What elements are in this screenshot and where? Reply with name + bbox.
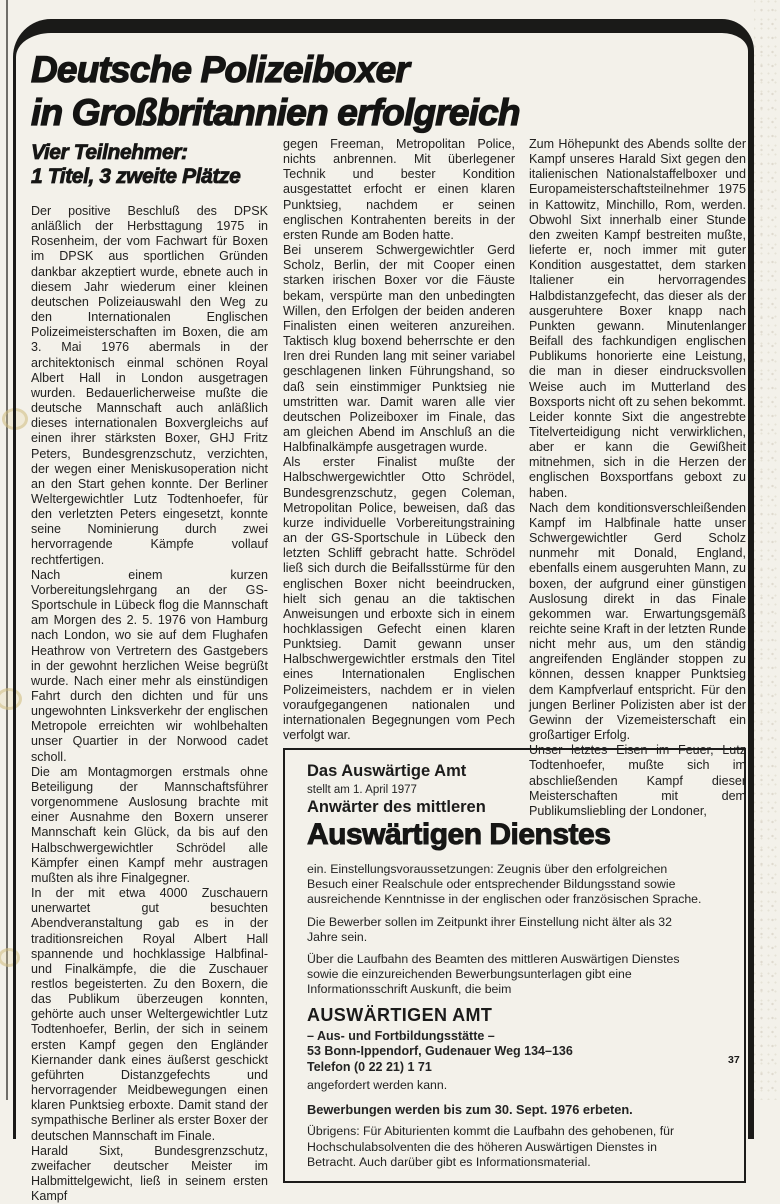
article-title-line1: Deutsche Polizeiboxer <box>31 49 409 90</box>
body-paragraph: In der mit etwa 4000 Zuschauern unerwartet gut besuchten Abendveranstaltung gab es in der traditionsreichen Royal Albert Hall spannende und hochklassige Halbfinal- und Finalkämpfe, die die Zuschauer restlos begeisterten. Zu den Boxern, die das Publikum überzeugen konnten, gehörte auch unser Weltergewichtler Lutz Todtenhoefer, Berlin, der sich in seinem ersten Kampf gegen den Engländer Kiernander dank eines äußerst geschickt geführten Distanzgefechts und hervorragender Meidbewegungen einen klaren Punktsieg erboxte. Damit stand der sympathische Berliner als erster Boxer der deutschen Mannschaft im Finale. <box>31 886 268 1143</box>
advert-office-name: AUSWÄRTIGEN AMT <box>307 1004 493 1025</box>
article-title-line2: in Großbritannien erfolgreich <box>31 92 520 133</box>
article-title <box>31 48 731 134</box>
body-paragraph: gegen Freeman, Metropolitan Police, nichts anbrennen. Mit überlegener Technik und bester Kondition ausgestattet erfocht er einen klaren Punktsieg, nachdem er seinen englischen Kontrahenten bereits in der ersten Runde am Boden hatte. <box>283 137 515 242</box>
body-paragraph: Der positive Beschluß des DPSK anläßlich der Herbsttagung 1975 in Rosenheim, der vom Fachwart für Boxen im DPSK aus sportlichen Gründen dankbar akzeptiert wurde, ebnete auch in diesem Jahr wiederum einer kleinen deutschen Polizeiauswahl den Weg zu den Internationalen Englischen Polizeimeisterschaften im Boxen, die am 3. Mai 1976 abermals in der architektonisch einmal schönen Royal Albert Hall in London ausgetragen wurden. Bedauerlicherweise mußte die deutsche Mannschaft auch anläßlich dieses internationalen Boxvergleichs auf einen ihrer stärksten Boxer, GHJ Fritz Peters, Bundesgrenzschutz, verzichten, der wegen einer Meniskusoperation nicht an den Start gehen konnte. Der Berliner Weltergewichtler Lutz Todtenhoefer, für den verletzten Peters eingesetzt, konnte seine Nominierung durch zwei hervorragende Kämpfe vollauf rechtfertigen. <box>31 204 268 567</box>
page-number: 37 <box>728 1054 740 1066</box>
article-subhead-line1: Vier Teilnehmer: <box>31 141 188 164</box>
article-subhead <box>31 141 281 189</box>
article-column-3 <box>529 137 746 819</box>
advert-subheader: Anwärter des mittleren <box>307 798 486 816</box>
advert-paragraph-3: Über die Laufbahn des Beamten des mittleren Auswärtigen Dienstes sowie die einzureichenden Bewerbungsunterlagen gibt eine Informationsschrift Auskunft, die beim <box>307 952 680 997</box>
body-paragraph: Die am Montagmorgen erstmals ohne Beteiligung der Mannschaftsführer vorgenommene Auslosung brachte mit einer Ausnahme den Boxern unserer Mannschaft kein Glück, da bis auf den Halbschwergewichtler Schrödel alle Kämpfer einen Kampf mehr austragen mußten als ihre Finalgegner. <box>31 764 268 885</box>
body-paragraph: Bei unserem Schwergewichtler Gerd Scholz, Berlin, der mit Cooper einen starken irischen Boxer vor die Fäuste bekam, verspürte man den unbedingten Willen, den Erfolgen der beiden anderen Finalisten einen weiteren anzureihen. Taktisch klug boxend beherrschte er den Iren drei Runden lang mit seiner variabel geschlagenen linken Führungshand, so daß sein einstimmiger Punktsieg nie umstritten war. Damit waren alle vier deutschen Polizeiboxer im Finale, das am gleichen Abend im Anschluß an die Halbfinalkämpfe ausgetragen wurde. <box>283 243 515 455</box>
advert-date-line: stellt am 1. April 1977 <box>307 784 417 796</box>
body-paragraph: Nach einem kurzen Vorbereitungslehrgang an der GS-Sportschule in Lübeck flog die Mannschaft am Morgen des 2. 5. 1976 von Hamburg nach London, wo sie auf dem Flughafen Heathrow von Vertretern des Gastgebers in der gewohnt herzlichen Weise begrüßt wurde. Nach einer mehr als einstündigen Fahrt durch den dichten und für uns ungewohnten Linksverkehr der englischen Metropole erreichten wir wohlbehalten unser Quartier in der Norwood cadet scholl. <box>31 567 268 764</box>
advert-office-line3: Telefon (0 22 21) 1 71 <box>307 1059 432 1074</box>
advert-office-line1: – Aus- und Fortbildungsstätte – <box>307 1028 495 1043</box>
paper-texture <box>754 0 780 1100</box>
advert-paragraph-2: Die Bewerber sollen im Zeitpunkt ihrer Einstellung nicht älter als 32 Jahre sein. <box>307 914 672 944</box>
article-subhead-line2: 1 Titel, 3 zweite Plätze <box>31 165 241 188</box>
advert-office-line2: 53 Bonn-Ippendorf, Gudenauer Weg 134–136 <box>307 1044 573 1059</box>
body-paragraph: Harald Sixt, Bundesgrenzschutz, zweifacher deutscher Meister im Halbmittelgewicht, ließ in seinem ersten Kampf <box>31 1143 268 1204</box>
article-column-1 <box>31 204 268 1204</box>
body-paragraph: Zum Höhepunkt des Abends sollte der Kampf unseres Harald Sixt gegen den italienischen Nationalstaffelboxer und Europameisterschaftsteilnehmer 1975 in Kattowitz, Minchillo, Rom, werden. Obwohl Sixt innerhalb einer Stunde den zweiten Kampf bestreiten mußte, lieferte er, noch immer mit guter Kondition ausgestattet, dem starken Italiener ein hervorragendes Halbdistanzgefecht, das dieser als der ausgeruhtere Boxer knapp nach Punkten gewann. Minutenlanger Beifall des fachkundigen englischen Publikums honorierte eine Leistung, die man in dieser eindrucksvollen Weise auch im Mutterland des Boxsports nicht oft zu sehen bekommt. Leider konnte Sixt die angestrebte Titelverteidigung nicht verwirklichen, aber er kann die Gewißheit mitnehmen, sich in die Herzen der englischen Boxsportfans geboxt zu haben. <box>529 137 746 500</box>
body-paragraph: Unser letztes Eisen im Feuer, Lutz Todtenhoefer, mußte sich im abschließenden Kampf dieser Meisterschaften mit dem Publikumsliebling der Londoner, <box>529 743 746 818</box>
page-edge-line <box>6 0 8 1100</box>
advert-footnote: Übrigens: Für Abiturienten kommt die Laufbahn des gehobenen, für Hochschulabsolventen die des höheren Auswärtigen Dienstes in Betracht. Auch darüber gibt es Informationsmaterial. <box>307 1124 675 1169</box>
advert-paragraph-4: angefordert werden kann. <box>307 1078 448 1093</box>
advert-headline: Auswärtigen Dienstes <box>307 818 611 851</box>
advert-paragraph-1: ein. Einstellungsvoraussetzungen: Zeugnis über den erfolgreichen Besuch einer Realschule oder entsprechender Bildungsstand sowie ausreichende Kenntnisse in der englischen oder französischen Sprache. <box>307 862 702 907</box>
advert-deadline: Bewerbungen werden bis zum 30. Sept. 1976 erbeten. <box>307 1102 633 1118</box>
body-paragraph: Als erster Finalist mußte der Halbschwergewichtler Otto Schrödel, Bundesgrenzschutz, gegen Coleman, Metropolitan Police, beweisen, daß das kurze individuelle Vorbereitungstraining an der GS-Sportschule in Lübeck den letzten Schliff gebracht hatte. Schrödel ließ sich durch die Beifallsstürme für den englischen Boxer nicht beeindrucken, hielt sich genau an die taktischen Anweisungen und erboxte sich in einem hochklassigen Gefecht einen klaren Punktsieg. Damit gewann unser Halbschwergewichtler erstmals den Titel eines Internationalen Englischen Polizeimeisters, nachdem er in vielen voraufgegangenen nationalen und internationalen Begegnungen vom Pech verfolgt war. <box>283 455 515 743</box>
article-column-2 <box>283 137 515 743</box>
advert-box <box>283 748 746 1183</box>
advert-header: Das Auswärtige Amt <box>307 762 467 780</box>
body-paragraph: Nach dem konditionsverschleißenden Kampf im Halbfinale hatte unser Schwergewichtler Gerd Scholz nunmehr mit Donald, England, ebenfalls einem ausgeruhten Mann, zu boxen, der aufgrund einer günstigen Auslosung direkt in das Finale gekommen war. Erwartungsgemäß reichte seine Kraft in der letzten Runde nicht mehr aus, um den ständig angreifenden Engländer stoppen zu können, dessen knapper Punktsieg dem Kampfverlauf entspricht. Für den jungen Berliner Polizisten aber ist der Gewinn der Vizemeisterschaft ein großartiger Erfolg. <box>529 500 746 743</box>
